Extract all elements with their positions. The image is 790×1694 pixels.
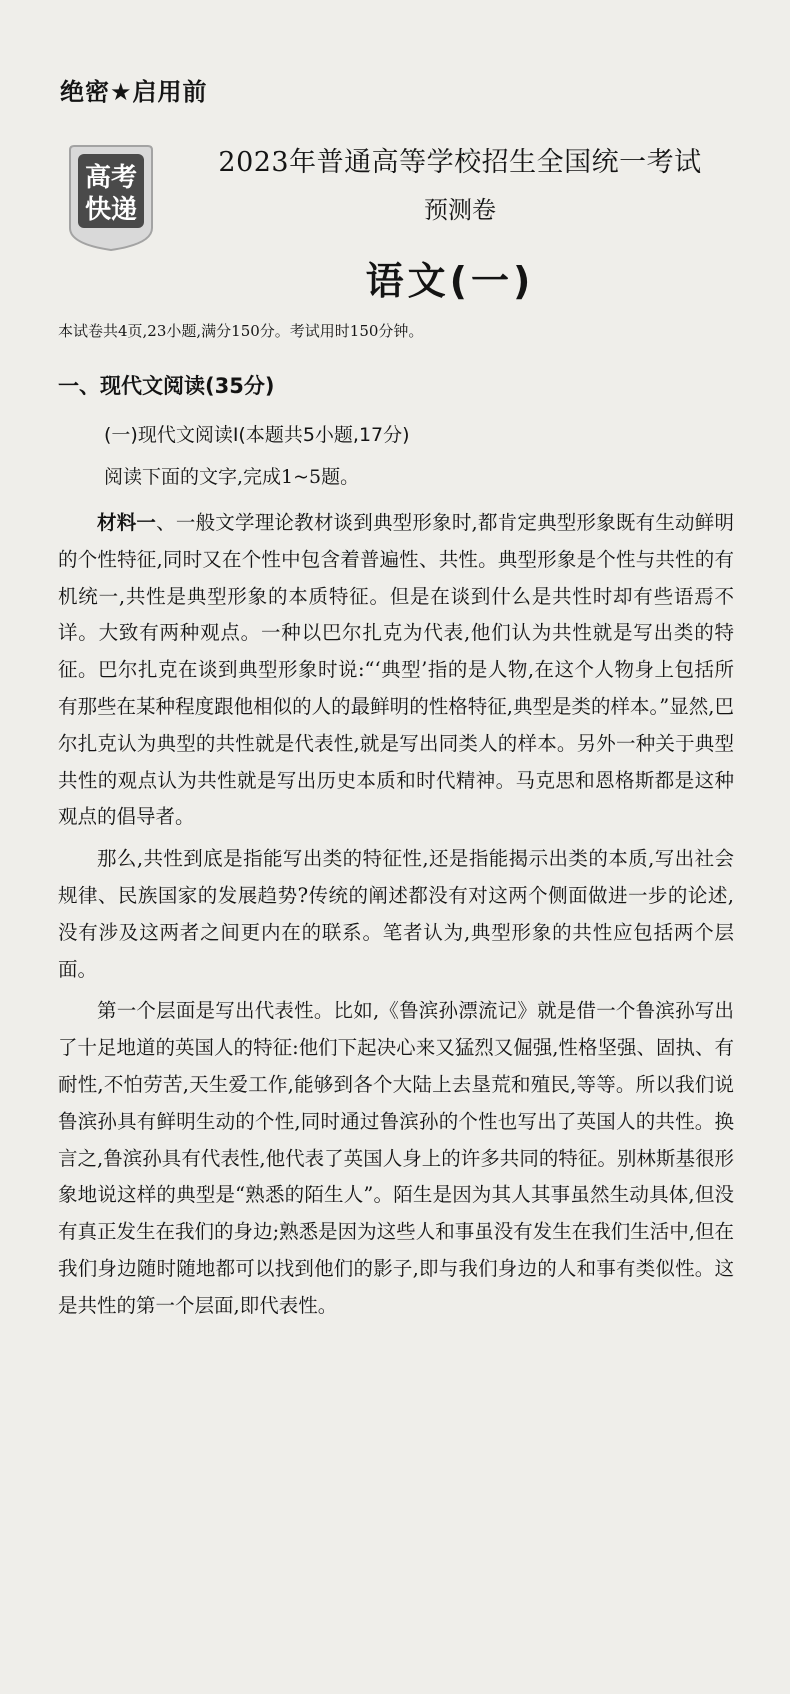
gaokao-express-logo-icon	[66, 144, 156, 252]
passage-paragraph: 第一个层面是写出代表性。比如,《鲁滨孙漂流记》就是借一个鲁滨孙写出了十足地道的英国人的特征:他们下起决心来又猛烈又倔强,性格坚强、固执、有耐性,不怕劳苦,天生爱工作,能够到各个大陆上去垦荒和殖民,等等。所以我们说鲁滨孙具有鲜明生动的个性,同时通过鲁滨孙的个性也写出了英国人的共性。换言之,鲁滨孙具有代表性,他代表了英国人身上的许多共同的特征。别林斯基很形象地说这样的典型是“熟悉的陌生人”。陌生是因为其人其事虽然生动具体,但没有真正发生在我们的身边;熟悉是因为这些人和事虽没有发生在我们生活中,但在我们身边随时随地都可以找到他们的影子,即与我们身边的人和事有类似性。这是共性的第一个层面,即代表性。	[58, 999, 734, 1317]
logo-text-line-1: 高考	[84, 163, 138, 193]
passage-paragraph: 那么,共性到底是指能写出类的特征性,还是指能揭示出类的本质,写出社会规律、民族国家的发展趋势?传统的阐述都没有对这两个侧面做进一步的论述,没有涉及这两者之间更内在的联系。笔者认为,典型形象的共性应包括两个层面。	[58, 847, 734, 981]
exam-info: 本试卷共4页,23小题,满分150分。考试用时150分钟。	[58, 322, 424, 340]
confidential-mark: 绝密★启用前	[60, 78, 208, 106]
passage-paragraph-text: 、一般文学理论教材谈到典型形象时,都肯定典型形象既有生动鲜明的个性特征,同时又在个性中包含着普遍性、共性。典型形象是个性与共性的有机统一,共性是典型形象的本质特征。但是在谈到什么是共性时却有些语焉不详。大致有两种观点。一种以巴尔扎克为代表,他们认为共性就是写出类的特征。巴尔扎克在谈到典型形象时说:“‘典型’指的是人物,在这个人物身上包括所有那些在某种程度跟他相似的人的最鲜明的性格特征,典型是类的样本。”显然,巴尔扎克认为典型的共性就是代表性,就是写出同类人的样本。另外一种关于典型共性的观点认为共性就是写出历史本质和时代精神。马克思和恩格斯都是这种观点的倡导者。	[58, 511, 734, 829]
subject-title: 语文(一)	[365, 259, 535, 303]
sub-section-heading: (一)现代文阅读Ⅰ(本题共5小题,17分)	[104, 424, 410, 446]
section-heading: 一、现代文阅读(35分)	[58, 374, 275, 398]
reading-passage	[58, 505, 734, 1330]
passage-paragraph	[58, 505, 734, 836]
logo-text-line-2: 快递	[84, 195, 138, 225]
exam-title: 2023年普通高等学校招生全国统一考试	[218, 147, 702, 178]
exam-subtitle: 预测卷	[424, 196, 496, 224]
reading-instruction: 阅读下面的文字,完成1~5题。	[104, 466, 360, 488]
material-label: 材料一	[97, 511, 157, 534]
